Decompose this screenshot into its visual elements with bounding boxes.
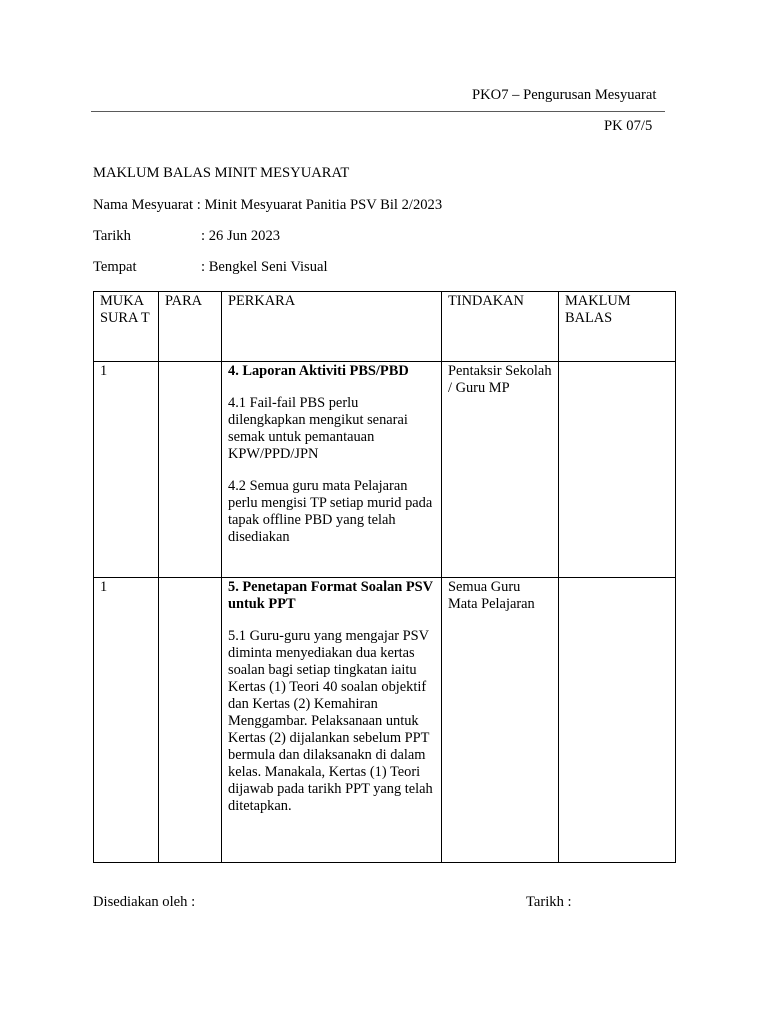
cell-maklum-balas xyxy=(559,362,676,578)
meta-value-tempat: : Bengkel Seni Visual xyxy=(201,259,328,275)
perkara-item: 4.2 Semua guru mata Pelajaran perlu mengisi TP setiap murid pada tapak offline PBD yang telah disediakan xyxy=(228,478,433,545)
page-title: MAKLUM BALAS MINIT MESYUARAT xyxy=(93,165,350,181)
table-row xyxy=(94,362,676,578)
perkara-title: 5. Penetapan Format Soalan PSV untuk PPT xyxy=(228,579,433,612)
cell-muka-surat: 1 xyxy=(94,362,159,578)
column-header-perkara: PERKARA xyxy=(222,292,442,362)
cell-para xyxy=(159,362,222,578)
cell-tindakan: Semua Guru Mata Pelajaran xyxy=(442,578,559,863)
cell-perkara xyxy=(222,362,442,578)
meta-label-tarikh: Tarikh xyxy=(93,228,131,244)
table-row xyxy=(94,578,676,863)
meta-value-nama: : Minit Mesyuarat Panitia PSV Bil 2/2023 xyxy=(196,197,443,213)
meta-label-nama: Nama Mesyuarat xyxy=(93,197,194,213)
header-divider xyxy=(91,111,665,112)
meta-value-tarikh: : 26 Jun 2023 xyxy=(201,228,281,244)
cell-muka-surat: 1 xyxy=(94,578,159,863)
column-header-para: PARA xyxy=(159,292,222,362)
minutes-table xyxy=(93,291,676,863)
prepared-by-label: Disediakan oleh : xyxy=(93,894,196,910)
perkara-title: 4. Laporan Aktiviti PBS/PBD xyxy=(228,363,409,379)
cell-maklum-balas xyxy=(559,578,676,863)
cell-tindakan: Pentaksir Sekolah / Guru MP xyxy=(442,362,559,578)
perkara-item: 4.1 Fail-fail PBS perlu dilengkapkan mengikut senarai semak untuk pemantauan KPW/PPD/JPN xyxy=(228,395,408,462)
cell-para xyxy=(159,578,222,863)
document-code: PK 07/5 xyxy=(604,118,653,134)
meta-row-nama xyxy=(93,197,442,214)
column-header-maklum-balas: MAKLUM BALAS xyxy=(559,292,676,362)
document-reference: PKO7 – Pengurusan Mesyuarat xyxy=(472,87,657,103)
table-header-row xyxy=(94,292,676,362)
column-header-tindakan: TINDAKAN xyxy=(442,292,559,362)
cell-perkara xyxy=(222,578,442,863)
footer-date-label: Tarikh : xyxy=(526,894,572,910)
perkara-item: 5.1 Guru-guru yang mengajar PSV diminta menyediakan dua kertas soalan bagi setiap tingkatan iaitu Kertas (1) Teori 40 soalan objektif dan Kertas (2) Kemahiran Menggambar. Pelaksanaan untuk Kertas (2) dijalankan sebelum PPT bermula dan dilaksanakn di dalam kelas. Manakala, Kertas (1) Teori dijawab pada tarikh PPT yang telah ditetapkan. xyxy=(228,628,433,814)
column-header-muka-surat: MUKA SURA T xyxy=(94,292,159,362)
meta-label-tempat: Tempat xyxy=(93,259,137,275)
